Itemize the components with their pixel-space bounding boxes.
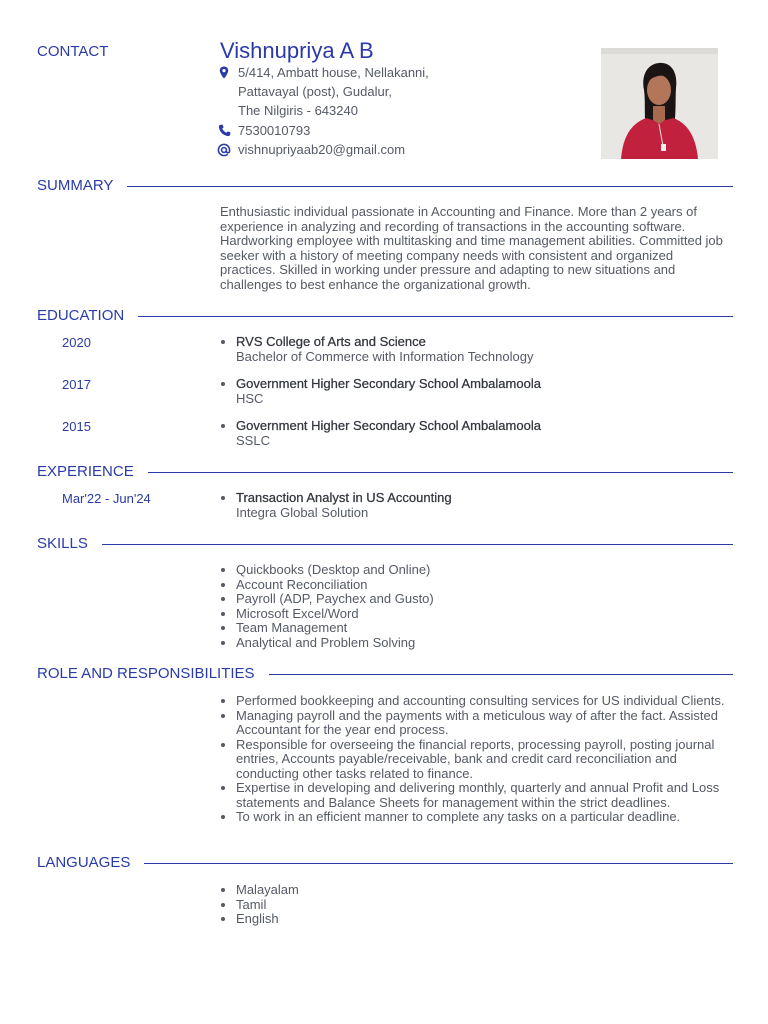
role-item: • Managing payroll and the payments with a meticulous way of after the fact. Assisted Accountant for the year end process. <box>236 709 732 738</box>
address-line <box>217 65 429 80</box>
email-address: vishnupriyaab20@gmail.com <box>238 142 406 157</box>
section-title: ROLE AND RESPONSIBILITIES <box>37 664 255 682</box>
section-title: SKILLS <box>37 534 88 552</box>
section-divider <box>148 472 733 473</box>
education-entry <box>220 377 730 406</box>
address-line-3: The Nilgiris - 643240 <box>238 103 358 118</box>
languages-list <box>220 883 732 927</box>
at-sign-icon <box>217 143 231 157</box>
experience-title: • Transaction Analyst in US Accounting <box>236 490 452 505</box>
phone-number: 7530010793 <box>238 123 311 138</box>
role-item: • Responsible for overseeing the financial reports, processing payroll, posting journal entries, Accounts payable/receivable, bank and credit card reconciliation and conducting other tasks related to finance. <box>236 738 732 782</box>
candidate-name: Vishnupriya A B <box>220 38 374 63</box>
education-detail: SSLC <box>236 432 270 448</box>
section-education <box>37 305 733 325</box>
section-divider <box>144 863 733 864</box>
section-skills <box>37 533 733 553</box>
section-title: EXPERIENCE <box>37 462 134 480</box>
section-title: LANGUAGES <box>37 853 131 871</box>
education-detail: HSC <box>236 390 264 406</box>
role-item: • Performed bookkeeping and accounting consulting services for US individual Clients. <box>236 694 732 709</box>
education-institution: • Government Higher Secondary School Ambalamoola <box>236 418 541 433</box>
education-entry <box>220 419 730 448</box>
section-divider <box>102 544 733 545</box>
experience-company: Integra Global Solution <box>236 504 369 520</box>
skill-item: • Analytical and Problem Solving <box>236 636 732 651</box>
skill-item: • Account Reconciliation <box>236 578 732 593</box>
address-line-2: Pattavayal (post), Gudalur, <box>238 84 392 99</box>
education-year: 2020 <box>62 335 91 350</box>
education-institution: • Government Higher Secondary School Ambalamoola <box>236 376 541 391</box>
skill-item: • Microsoft Excel/Word <box>236 607 732 622</box>
language-item: • Malayalam <box>236 883 732 898</box>
section-title: EDUCATION <box>37 306 125 324</box>
education-year: 2015 <box>62 419 91 434</box>
section-title: SUMMARY <box>37 176 114 194</box>
email-line <box>217 142 405 157</box>
education-detail: Bachelor of Commerce with Information Technology <box>236 348 534 364</box>
language-item: • English <box>236 912 732 927</box>
section-experience <box>37 461 733 481</box>
skill-item: • Payroll (ADP, Paychex and Gusto) <box>236 592 732 607</box>
skills-list <box>220 563 732 650</box>
section-summary <box>37 175 733 195</box>
skill-item: • Quickbooks (Desktop and Online) <box>236 563 732 578</box>
experience-period: Mar'22 - Jun'24 <box>62 491 151 506</box>
section-divider <box>127 186 733 187</box>
role-item: • To work in an efficient manner to complete any tasks on a particular deadline. <box>236 810 732 825</box>
education-entry <box>220 335 730 364</box>
role-item: • Expertise in developing and delivering monthly, quarterly and annual Profit and Loss statements and Balance Sheets for management within the strict deadlines. <box>236 781 732 810</box>
section-divider <box>269 674 733 675</box>
map-pin-icon <box>217 66 231 80</box>
address-line-1: 5/414, Ambatt house, Nellakanni, <box>238 65 429 80</box>
language-item: • Tamil <box>236 898 732 913</box>
section-languages <box>37 852 733 872</box>
experience-entry <box>220 491 730 520</box>
phone-icon <box>217 124 231 138</box>
profile-photo <box>601 48 718 159</box>
skill-item: • Team Management <box>236 621 732 636</box>
phone-line <box>217 123 310 138</box>
summary-text: Enthusiastic individual passionate in Accounting and Finance. More than 2 years of experience in analyzing and recording of transactions in the accounting software. Hardworking employee with multitasking and time management abilities. Committed job seeker with a history of meeting company needs with consistent and organized practices. Skilled in working under pressure and adapting to new situations and challenges to best enhance the organizational growth. <box>220 204 723 292</box>
contact-heading: CONTACT <box>37 43 109 60</box>
education-institution: • RVS College of Arts and Science <box>236 334 426 349</box>
section-divider <box>138 316 733 317</box>
education-year: 2017 <box>62 377 91 392</box>
roles-list <box>220 694 732 825</box>
section-roles <box>37 663 733 683</box>
